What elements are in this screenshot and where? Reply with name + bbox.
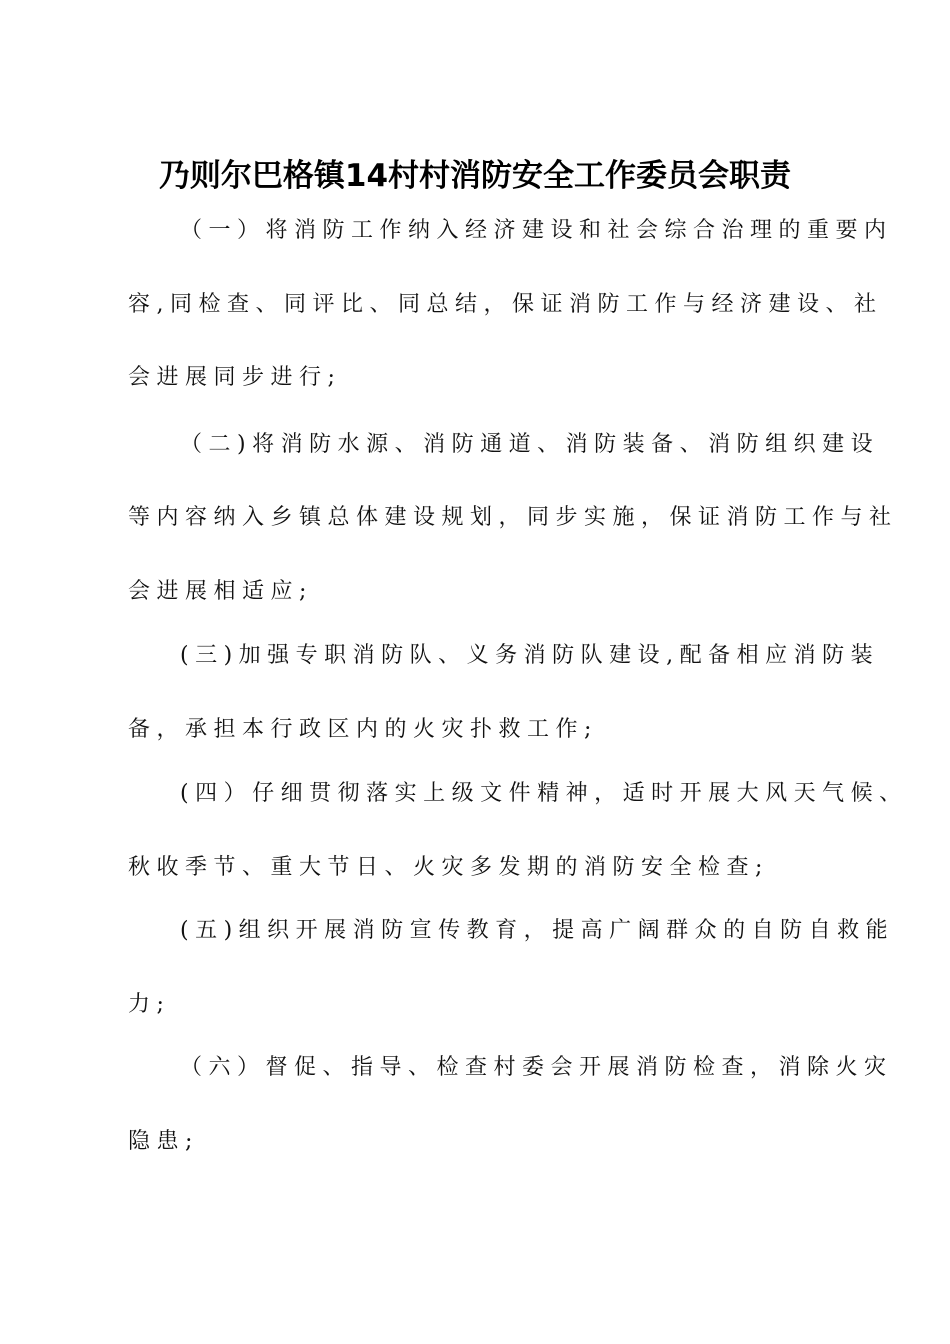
paragraph-5-line-1: (五)组织开展消防宣传教育，提高广阔群众的自防自救能	[180, 918, 895, 943]
paragraph-1-line-1: （一）将消防工作纳入经济建设和社会综合治理的重要内	[180, 218, 893, 243]
paragraph-1-line-2: 容,同检查、同评比、同总结，保证消防工作与经济建设、社	[128, 292, 883, 317]
paragraph-2-line-3: 会进展相适应;	[128, 579, 313, 604]
paragraph-3-line-1: (三)加强专职消防队、义务消防队建设,配备相应消防装	[180, 643, 880, 668]
paragraph-6-line-1: （六）督促、指导、检查村委会开展消防检查，消除火灾	[180, 1055, 893, 1080]
paragraph-5-line-2: 力;	[128, 992, 171, 1017]
paragraph-1-line-3: 会进展同步进行;	[128, 365, 342, 390]
paragraph-2-line-1: （二)将消防水源、消防通道、消防装备、消防组织建设	[180, 432, 880, 457]
paragraph-3-line-2: 备，承担本行政区内的火灾扑救工作;	[128, 717, 598, 742]
paragraph-4-line-2: 秋收季节、重大节日、火灾多发期的消防安全检查;	[128, 855, 769, 880]
paragraph-2-line-2: 等内容纳入乡镇总体建设规划，同步实施，保证消防工作与社	[128, 505, 898, 530]
document-title: 乃则尔巴格镇14村村消防安全工作委员会职责	[158, 158, 792, 194]
paragraph-4-line-1: (四）仔细贯彻落实上级文件精神，适时开展大风天气候、	[180, 781, 908, 806]
paragraph-6-line-2: 隐患;	[128, 1129, 199, 1154]
